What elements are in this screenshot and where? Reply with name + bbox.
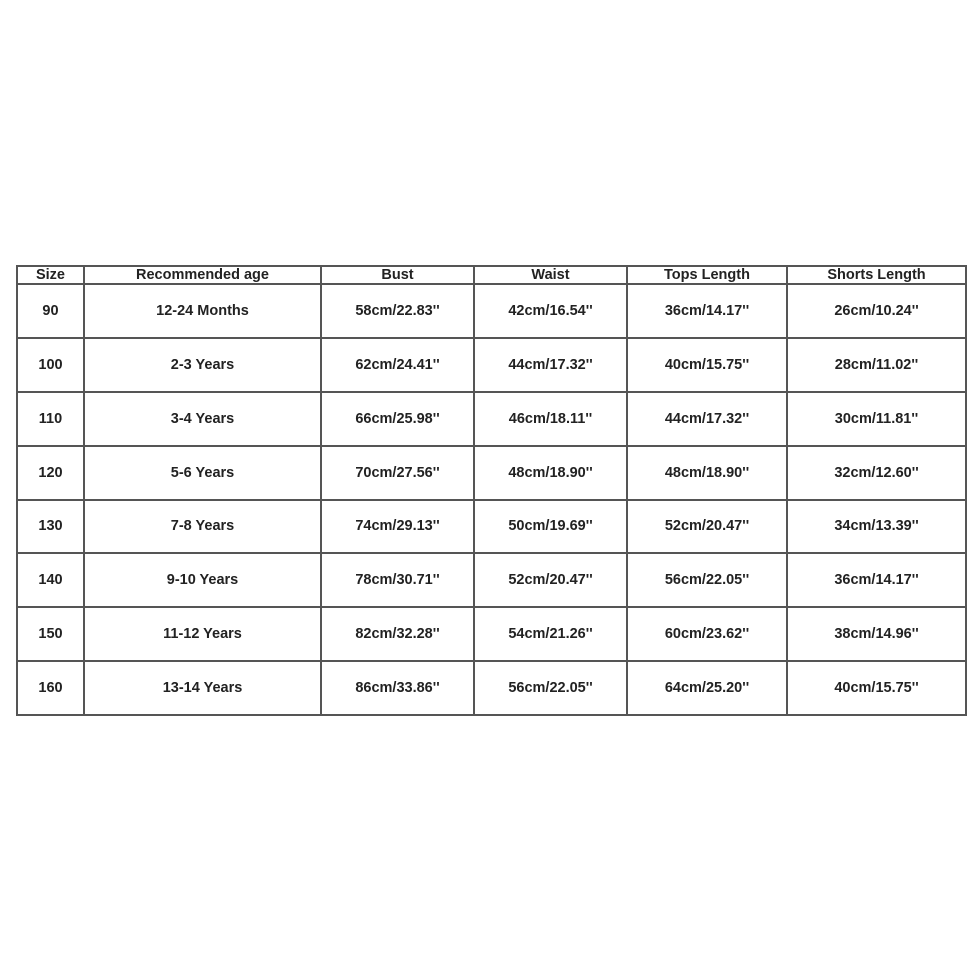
table-row (17, 500, 966, 554)
cell-waist: 46cm/18.11'' (474, 392, 627, 446)
cell-age: 5-6 Years (84, 446, 321, 500)
size-chart-table (16, 265, 967, 716)
cell-waist: 54cm/21.26'' (474, 607, 627, 661)
cell-bust: 70cm/27.56'' (321, 446, 474, 500)
cell-waist: 56cm/22.05'' (474, 661, 627, 715)
cell-tops-length: 64cm/25.20'' (627, 661, 787, 715)
cell-age: 11-12 Years (84, 607, 321, 661)
cell-bust: 78cm/30.71'' (321, 553, 474, 607)
cell-size: 130 (17, 500, 84, 554)
cell-age: 7-8 Years (84, 500, 321, 554)
cell-age: 9-10 Years (84, 553, 321, 607)
cell-waist: 44cm/17.32'' (474, 338, 627, 392)
table-row (17, 553, 966, 607)
header-tops-length: Tops Length (627, 266, 787, 284)
header-bust: Bust (321, 266, 474, 284)
cell-size: 150 (17, 607, 84, 661)
cell-bust: 62cm/24.41'' (321, 338, 474, 392)
cell-size: 110 (17, 392, 84, 446)
cell-age: 3-4 Years (84, 392, 321, 446)
cell-shorts-length: 34cm/13.39'' (787, 500, 966, 554)
table-row (17, 661, 966, 715)
cell-tops-length: 56cm/22.05'' (627, 553, 787, 607)
table-row (17, 284, 966, 338)
cell-shorts-length: 26cm/10.24'' (787, 284, 966, 338)
table-row (17, 338, 966, 392)
header-row (17, 266, 966, 284)
header-shorts-length: Shorts Length (787, 266, 966, 284)
table-row (17, 446, 966, 500)
cell-waist: 52cm/20.47'' (474, 553, 627, 607)
header-size: Size (17, 266, 84, 284)
cell-bust: 74cm/29.13'' (321, 500, 474, 554)
cell-age: 2-3 Years (84, 338, 321, 392)
cell-waist: 48cm/18.90'' (474, 446, 627, 500)
cell-tops-length: 52cm/20.47'' (627, 500, 787, 554)
cell-tops-length: 44cm/17.32'' (627, 392, 787, 446)
cell-bust: 86cm/33.86'' (321, 661, 474, 715)
cell-size: 120 (17, 446, 84, 500)
cell-tops-length: 40cm/15.75'' (627, 338, 787, 392)
cell-bust: 82cm/32.28'' (321, 607, 474, 661)
table-row (17, 392, 966, 446)
cell-tops-length: 48cm/18.90'' (627, 446, 787, 500)
cell-size: 90 (17, 284, 84, 338)
header-recommended-age: Recommended age (84, 266, 321, 284)
cell-tops-length: 60cm/23.62'' (627, 607, 787, 661)
cell-shorts-length: 28cm/11.02'' (787, 338, 966, 392)
table-row (17, 607, 966, 661)
cell-size: 100 (17, 338, 84, 392)
cell-tops-length: 36cm/14.17'' (627, 284, 787, 338)
cell-shorts-length: 40cm/15.75'' (787, 661, 966, 715)
cell-shorts-length: 32cm/12.60'' (787, 446, 966, 500)
cell-waist: 42cm/16.54'' (474, 284, 627, 338)
cell-bust: 58cm/22.83'' (321, 284, 474, 338)
cell-size: 140 (17, 553, 84, 607)
cell-bust: 66cm/25.98'' (321, 392, 474, 446)
header-waist: Waist (474, 266, 627, 284)
cell-shorts-length: 36cm/14.17'' (787, 553, 966, 607)
cell-shorts-length: 30cm/11.81'' (787, 392, 966, 446)
cell-age: 13-14 Years (84, 661, 321, 715)
cell-size: 160 (17, 661, 84, 715)
cell-waist: 50cm/19.69'' (474, 500, 627, 554)
cell-age: 12-24 Months (84, 284, 321, 338)
cell-shorts-length: 38cm/14.96'' (787, 607, 966, 661)
